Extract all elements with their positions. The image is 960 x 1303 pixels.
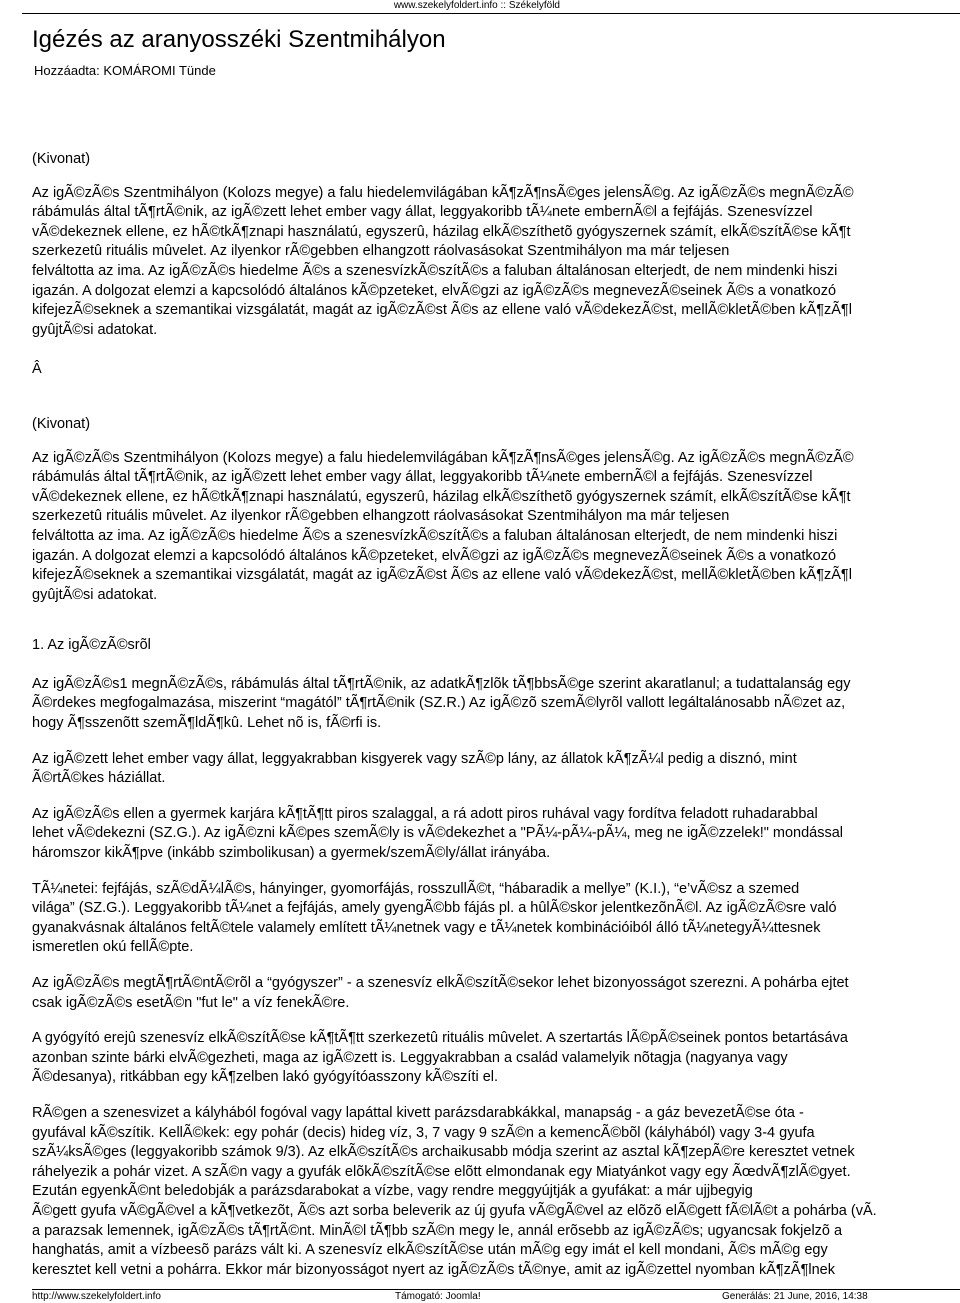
paragraph xyxy=(32,1029,960,1088)
footer-site-url: http://www.szekelyfoldert.info xyxy=(32,1291,161,1302)
text-line: szerkezetû rituális mûvelet. Az ilyenkor rÃ©gebben elhangzott ráolvasásokat Szentmihályon ma már teljesen xyxy=(32,243,730,260)
text-line: Ã©rtÃ©kes háziállat. xyxy=(32,770,166,787)
text-line: rábámulás által tÃ¶rtÃ©nik, az igÃ©zett lehet ember vagy állat, leggyakoribb tÃ¼nete embernÃ©l a fejfájás. Szenesvízzel xyxy=(32,204,813,221)
paragraph xyxy=(32,1104,960,1280)
paragraph xyxy=(32,675,960,734)
text-line: Az igÃ©zÃ©s Szentmihályon (Kolozs megye) a falu hiedelemvilágában kÃ¶zÃ¶nsÃ©ges jelensÃ©g. Az igÃ©zÃ©s megnÃ©zÃ© xyxy=(32,184,854,201)
paragraph xyxy=(32,880,960,958)
abstract-paragraph xyxy=(32,184,960,341)
footer-generated: Generálás: 21 June, 2016, 14:38 xyxy=(722,1291,868,1302)
text-line: felváltotta az ima. Az igÃ©zÃ©s hiedelme Ã©s a szenesvízkÃ©szítÃ©s a faluban általánosan elterjedt, de nem mindenki hiszi xyxy=(32,527,838,544)
text-line: Az igÃ©zÃ©s Szentmihályon (Kolozs megye) a falu hiedelemvilágában kÃ¶zÃ¶nsÃ©ges jelensÃ©g. Az igÃ©zÃ©s megnÃ©zÃ© xyxy=(32,449,854,466)
text-line: Az igÃ©zÃ©s ellen a gyermek karjára kÃ¶tÃ¶tt piros szalaggal, a rá adott piros ruhával vagy fordítva feladott ruhadarabbal xyxy=(32,805,818,822)
text-line: keresztet kell vetni a pohárra. Ekkor már bizonyosságot nyert az igÃ©zÃ©s tÃ©nye, amit az igÃ©zettel nyomban kÃ¶zÃ¶lnek xyxy=(32,1261,835,1278)
text-line: gyûjtÃ©si adatokat. xyxy=(32,321,158,338)
text-line: világa” (SZ.G.). Leggyakoribb tÃ¼net a fejfájás, amely gyengÃ©bb fájás pl. a hûlÃ©skor jelentkezõnÃ©l. Az igÃ©zÃ©sre való xyxy=(32,900,837,917)
text-line: szerkezetû rituális mûvelet. Az ilyenkor rÃ©gebben elhangzott ráolvasásokat Szentmihályon ma már teljesen xyxy=(32,508,730,525)
text-line: ismeretlen okú fellÃ©pte. xyxy=(32,939,194,956)
text-line: ráhelyezik a pohár vizet. A szÃ©n vagy a gyufák elõkÃ©szítÃ©se elõtt elmondanak egy Miatyánkot vagy egy ÃœdvÃ¶zlÃ©gyet. xyxy=(32,1163,851,1180)
text-line: Ã©desanya), ritkábban egy kÃ¶zelben lakó gyógyítóasszony kÃ©szíti el. xyxy=(32,1069,499,1086)
text-line: igazán. A dolgozat elemzi a kapcsolódó általános kÃ©pzeteket, elvÃ©gzi az igÃ©zÃ©s megnevezÃ©seinek Ã©s a vonatkozó xyxy=(32,282,837,299)
text-line: azonban szinte bárki elvÃ©gezheti, maga az igÃ©zett is. Leggyakrabban a család valamelyik nõtagja (nagyanya vagy xyxy=(32,1049,788,1066)
section-heading: 1. Az igÃ©zÃ©srõl xyxy=(32,637,151,654)
text-line: gyûjtÃ©si adatokat. xyxy=(32,586,158,603)
footer-sponsor: Támogató: Joomla! xyxy=(395,1291,481,1302)
page-title: Igézés az aranyosszéki Szentmihályon xyxy=(32,26,446,53)
text-line: Ã©gett gyufa vÃ©gÃ©vel a kÃ¶vetkezõt, Ã©s azt sorba beleverik az új gyufa vÃ©gÃ©vel az elõzõ elÃ©gett fÃ©lÃ©t a pohárba (vÃ. xyxy=(32,1202,877,1219)
author-line: Hozzáadta: KOMÁROMI Tünde xyxy=(34,63,216,78)
text-line: Az igÃ©zÃ©s1 megnÃ©zÃ©s, rábámulás által tÃ¶rtÃ©nik, az adatkÃ¶zlõk tÃ¶bbsÃ©ge szerint akaratlanul; a tudattalanság egy xyxy=(32,675,851,692)
text-line: lehet vÃ©dekezni (SZ.G.). Az igÃ©zni kÃ©pes szemÃ©ly is vÃ©dekezhet a "PÃ¼-pÃ¼-pÃ¼, meg ne igÃ©zzelek!" mondással xyxy=(32,825,844,842)
text-line: Az igÃ©zÃ©s megtÃ¶rtÃ©ntÃ©rõl a “gyógyszer” - a szenesvíz elkÃ©szítÃ©sekor lehet bizonyosságot szerezni. A pohárba ejtet xyxy=(32,975,849,991)
text-line: TÃ¼netei: fejfájás, szÃ©dÃ¼lÃ©s, hányinger, gyomorfájás, rosszullÃ©t, “hábaradik a mellye” (K.I.), “e’vÃ©sz a szemed xyxy=(32,880,800,897)
text-line: hogy Ã¶sszenõtt szemÃ¶ldÃ¶kû. Lehet nõ is, fÃ©rfi is. xyxy=(32,715,382,732)
text-line: a parazsak lemennek, igÃ©zÃ©s tÃ¶rtÃ©nt. MinÃ©l tÃ¶bb szÃ©n megy le, annál erõsebb az igÃ©zÃ©s; ugyancsak fokjelzõ a xyxy=(32,1222,843,1239)
text-line: vÃ©dekeznek ellene, ez hÃ©tkÃ¶znapi használatú, egyszerû, házilag elkÃ©szíthetõ gyógyszernek számít, elkÃ©szítÃ©se kÃ¶t xyxy=(32,488,851,505)
text-line: Ezután egyenkÃ©nt beledobják a parázsdarabokat a vízbe, vagy rendre meggyújtják a gyufákat: a már ujjbegyig xyxy=(32,1183,753,1200)
text-line: vÃ©dekeznek ellene, ez hÃ©tkÃ¶znapi használatú, egyszerû, házilag elkÃ©szíthetõ gyógyszernek számít, elkÃ©szítÃ©se kÃ¶t xyxy=(32,223,851,240)
paragraph xyxy=(32,805,960,864)
abstract-paragraph-repeat xyxy=(32,449,960,606)
abstract-heading-repeat: (Kivonat) xyxy=(32,415,91,432)
header-divider xyxy=(22,13,960,14)
text-line: szÃ¼ksÃ©ges (leggyakoribb számok 9/3). Az elkÃ©szítÃ©s archaikusabb módja szerint az asztal kÃ¶zepÃ©re keresztet vetnek xyxy=(32,1144,855,1161)
text-line: gyufával kÃ©szítik. KellÃ©kek: egy pohár (decis) hideg víz, 3, 7 vagy 9 szÃ©n a kemencÃ©bõl (kályhából) vagy 3-4 gyufa xyxy=(32,1124,815,1141)
section-body xyxy=(32,675,960,1280)
text-line: háromszor kikÃ¶pve (inkább szimbolikusan) a gyermek/szemÃ©ly/állat irányába. xyxy=(32,845,551,862)
text-line: rábámulás által tÃ¶rtÃ©nik, az igÃ©zett lehet ember vagy állat, leggyakoribb tÃ¼nete embernÃ©l a fejfájás. Szenesvízzel xyxy=(32,469,813,486)
text-line: gyanakvásnak általános feltÃ©tele valamely említett tÃ¼netnek vagy e tÃ¼netek kombinációiból álló tÃ¼netegyÃ¼ttesnek xyxy=(32,919,821,936)
text-line: kifejezÃ©seknek a szemantikai vizsgálatát, magát az igÃ©zÃ©st Ã©s az ellene való vÃ©dekezÃ©st, mellÃ©kletÃ©ben kÃ¶zÃ¶l xyxy=(32,567,852,584)
header-site-url: www.szekelyfoldert.info :: Székelyföld xyxy=(393,0,560,11)
text-line: hanghatás, amit a vízbeesõ parázs vált ki. A szenesvíz elkÃ©szítÃ©se után mÃ©g egy imát el kell mondani, Ã©s mÃ©g egy xyxy=(32,1242,828,1259)
text-line: Az igÃ©zett lehet ember vagy állat, leggyakrabban kisgyerek vagy szÃ©p lány, az állatok kÃ¶zÃ¼l pedig a disznó, mint xyxy=(32,750,797,767)
text-line: felváltotta az ima. Az igÃ©zÃ©s hiedelme Ã©s a szenesvízkÃ©szítÃ©s a faluban általánosan elterjedt, de nem mindenki hiszi xyxy=(32,262,838,279)
text-line: csak igÃ©zÃ©s esetÃ©n "fut le" a víz fenekÃ©re. xyxy=(32,994,350,1011)
text-line: A gyógyító erejû szenesvíz elkÃ©szítÃ©se kÃ¶tÃ¶tt szerkezetû rituális mûvelet. A szertartás lÃ©pÃ©seinek pontos betartásáva xyxy=(32,1030,848,1047)
paragraph xyxy=(32,750,960,789)
text-line: igazán. A dolgozat elemzi a kapcsolódó általános kÃ©pzeteket, elvÃ©gzi az igÃ©zÃ©s megnevezÃ©seinek Ã©s a vonatkozó xyxy=(32,547,837,564)
abstract-heading: (Kivonat) xyxy=(32,151,91,167)
paragraph xyxy=(32,974,960,1013)
text-line: kifejezÃ©seknek a szemantikai vizsgálatát, magát az igÃ©zÃ©st Ã©s az ellene való vÃ©dekezÃ©st, mellÃ©kletÃ©ben kÃ¶zÃ¶l xyxy=(32,302,852,319)
stray-character: Â xyxy=(32,361,42,378)
text-line: RÃ©gen a szenesvizet a kályhából fogóval vagy lapáttal kivett parázsdarabkákkal, manapság - a gáz bevezetÃ©se óta - xyxy=(32,1104,804,1121)
text-line: Ã©rdekes megfogalmazása, miszerint “magától” tÃ¶rtÃ©nik (SZ.R.) Az igÃ©zõ szemÃ©lyrõl vallott legáltalánosabb nÃ©zet az, xyxy=(32,695,846,712)
article-body xyxy=(32,150,960,1285)
